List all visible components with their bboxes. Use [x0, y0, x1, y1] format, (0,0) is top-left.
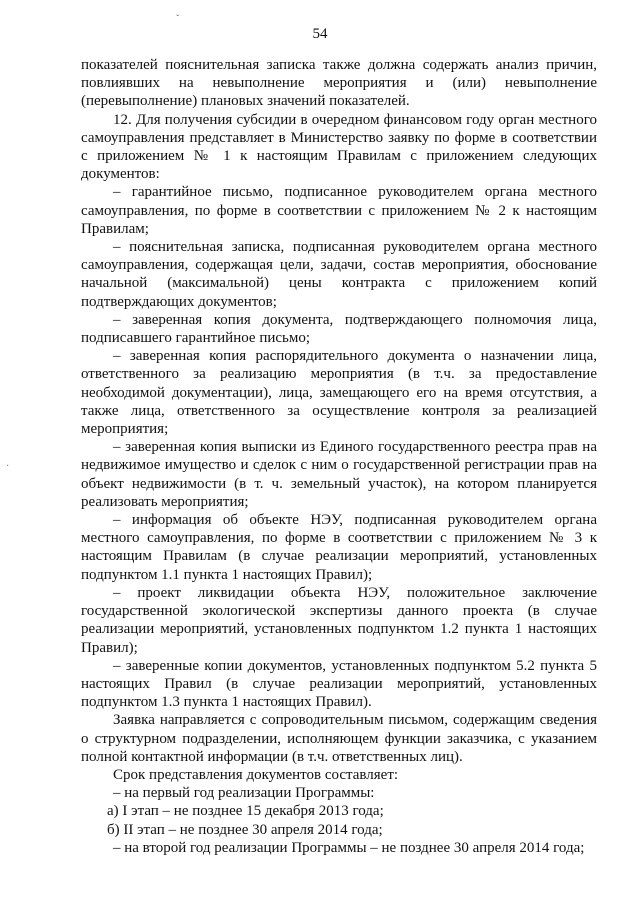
list-item: б) II этап – не позднее 30 апреля 2014 года; [107, 821, 383, 838]
list-item: – пояснительная записка, подписанная руководителем органа местного самоуправления, содержащая цели, задачи, состав мероприятия, обоснование начальной (максимальной) цены контракта с приложением копий подтверждающих документов; [81, 239, 597, 310]
list-item: – проект ликвидации объекта НЭУ, положительное заключение государственной экологической экспертизы данного проекта (в случае реализации мероприятий, установленных подпунктом 1.2 пункта 1 настоящих Правил); [81, 584, 597, 656]
body-text [81, 56, 597, 857]
scan-speck: · [6, 461, 10, 472]
list-item: – заверенная копия распорядительного документа о назначении лица, ответственного за реализацию мероприятия (в т.ч. за предоставление необходимой документации), лица, замещающего его на время отсутствия, а также лица, ответственного за осуществление контроля за реализацией мероприятия; [81, 348, 597, 438]
paragraph: Срок представления документов составляет: [113, 766, 399, 783]
list-item: – информация об объекте НЭУ, подписанная руководителем органа местного самоуправления, по форме в соответствии с приложением № 3 к настоящим Правилам (в случае реализации мероприятий, установленных подпунктом 1.1 пункта 1 настоящих Правил); [81, 512, 597, 583]
list-item: – заверенная копия выписки из Единого государственного реестра прав на недвижимое имущество и сделок с ним о государственной регистрации прав на объект недвижимости (в т. ч. земельный участок), на котором планируется реализовать мероприятия; [81, 439, 597, 510]
paragraph: 12. Для получения субсидии в очередном финансовом году орган местного самоуправления представляет в Министерство заявку по форме в соответствии с приложением № 1 к настоящим Правилам с приложением следующих документов: [81, 111, 597, 183]
paragraph: Заявка направляется с сопроводительным письмом, содержащим сведения о структурном подразделении, исполняющем функции заказчика, с указанием полной контактной информации (в т.ч. ответственных лиц). [81, 712, 597, 765]
list-item: – заверенные копии документов, установленных подпунктом 5.2 пункта 5 настоящих Правил (в случае реализации мероприятий, установленных подпунктом 1.3 пункта 1 настоящих Правил). [81, 657, 597, 711]
list-item: – на второй год реализации Программы – не позднее 30 апреля 2014 года; [113, 839, 585, 856]
page-number: 54 [312, 26, 328, 42]
paragraph: показателей пояснительная записка также должна содержать анализ причин, повлиявших на невыполнение мероприятия и (или) невыполнение (перевыполнение) плановых значений показателей. [81, 57, 597, 110]
list-item: – заверенная копия документа, подтверждающего полномочия лица, подписавшего гарантийное письмо; [81, 311, 597, 347]
scan-speck: ˇ [176, 14, 180, 25]
list-item: – на первый год реализации Программы: [113, 785, 375, 802]
list-item: – гарантийное письмо, подписанное руководителем органа местного самоуправления, по форме в соответствии с приложением № 2 к настоящим Правилам; [81, 184, 597, 237]
list-item: а) I этап – не позднее 15 декабря 2013 года; [107, 803, 384, 820]
